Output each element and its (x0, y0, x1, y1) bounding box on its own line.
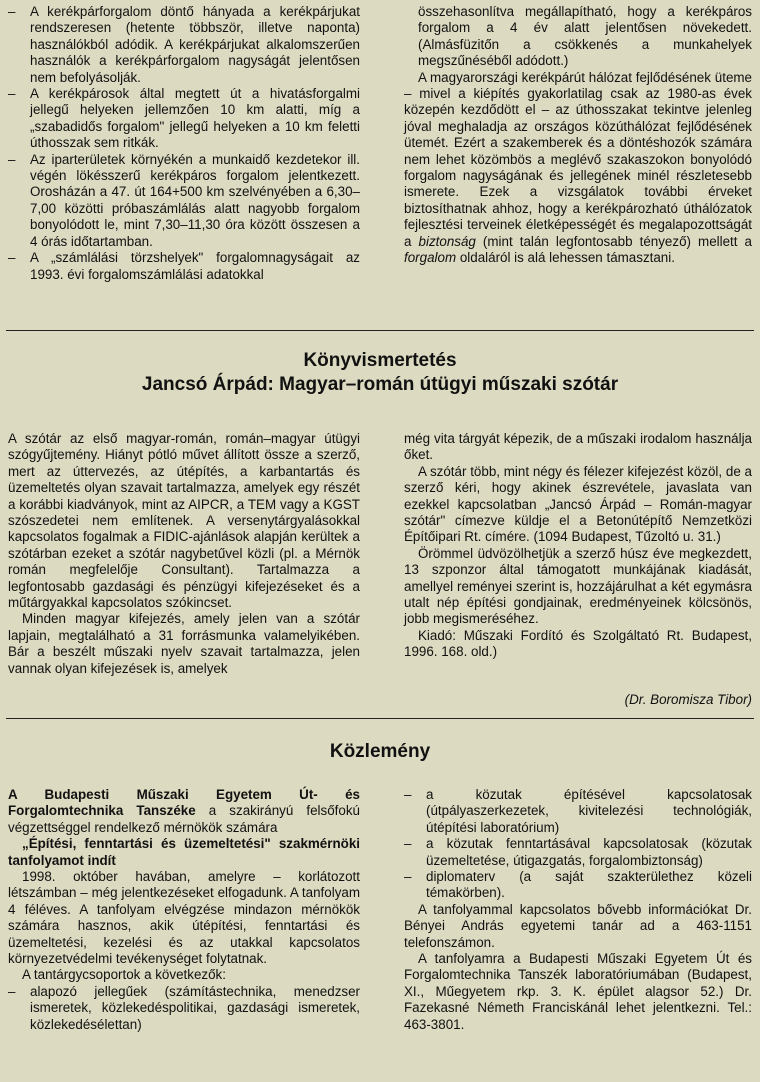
dash-bullet: – (404, 836, 412, 852)
course-title (8, 836, 360, 869)
emphasis-text: forgalom (404, 250, 457, 266)
list-item (404, 836, 752, 869)
list-item (8, 250, 360, 283)
notice-left-column (8, 787, 360, 1033)
body-paragraph: A tantárgycsoportok a következők: (22, 967, 226, 983)
body-paragraph: A szótár több, mint négy és félezer kifejezést közöl, de a szerző kéri, hogy akinek észrevétele, javaslata van ezekkel kapcsolatban „Jancsó Árpád – Román-magyar szótár" címezve küldje el a Betonútépítő Nemzetközi Építőipari Rt. címére. (1094 Budapest, Tűzoltó u. 31.) (404, 463, 752, 545)
dash-bullet: – (8, 250, 16, 266)
notice-right-column (404, 787, 752, 1033)
section-divider (6, 718, 754, 719)
dash-bullet: – (8, 4, 16, 19)
emphasis-text: biztonság (418, 233, 476, 249)
review-right-column (404, 431, 752, 661)
list-item-text: a közutak építésével kapcsolatosak (útpályaszerkezetek, kivitelezési technológiák, útépítési laboratórium) (426, 787, 752, 835)
top-right-column (404, 4, 752, 267)
body-paragraph: 1998. október havában, amelyre – korlátozott létszámban – még jelentkezéseket elfogadunk. A tanfolyam 4 féléves. A tanfolyam elvégzése mindazon mérnökök számára hasznos, akik útépítési, fenntartási és üzemeltetési, kezelési és az utakkal kapcsolatos környezetvédelmi tevékenységet folytatnak. (8, 869, 360, 967)
section-title: Közlemény (329, 741, 431, 762)
body-paragraph: még vita tárgyát képezik, de a műszaki irodalom használja őket. (404, 431, 752, 463)
body-paragraph: A tanfolyamra a Budapesti Műszaki Egyetem Út és Forgalomtechnika Tanszék laboratóriumában (Budapest, XI., Műegyetem rkp. 3. K. épület alagsor 52.) Dr. Fazekasné Németh Franciskánál lehet jelentkezni. Tel.: 463-3801. (404, 951, 752, 1032)
paragraph-text: (mint talán legfontosabb tényező) mellett a (475, 233, 752, 249)
body-paragraph: A tanfolyammal kapcsolatos bővebb információkat Dr. Bényei András egyetemi tanár ad a 463-1151 telefonszámon. (404, 901, 752, 950)
list-item (404, 869, 752, 902)
body-paragraph (8, 787, 360, 836)
paragraph-text: oldaláról is alá lehessen támasztani. (456, 250, 675, 266)
body-paragraph (404, 70, 752, 267)
list-item-text: A kerékpárforgalom döntő hányada a kerékpárjukat rendszeresen (hetente többször, illetve naponta) használókból adódik. A kerékpárjukat alkalomszerűen használók a kerékpárforgalom nagyságát jelentősen nem befolyásolják. (30, 4, 360, 85)
list-item (8, 86, 360, 152)
dash-bullet: – (8, 86, 16, 102)
body-paragraph: A szótár az első magyar-román, román–magyar útügyi szógyűjtemény. Hiányt pótló művet állított össze a szerző, mert az úttervezés, az útépítés, a karbantartás és üzemeltetés olyan szavait tartalmazza, amelyek egy részét a korábbi kiadványok, mint az AIPCR, a TEM vagy a KGST szószedetei nem említenek. A versenytárgyalásokkal kapcsolatos fogalmak a FIDIC-ajánlások alapján kerültek a szótárban ezeket a szótár nagybetűvel közli (pl. a Mérnök román megfelelője Consultant). Tartalmazza a legfontosabb gazdasági és pénzügyi kifejezéseket és a műtárgyakkal kapcsolatos szókincset. (8, 431, 360, 611)
list-item-text: a közutak fenntartásával kapcsolatosak (közutak üzemeltetése, útigazgatás, forgalombiztonság) (426, 836, 752, 868)
paragraph-text: A magyarországi kerékpárút hálózat fejlődésének üteme – mivel a kiépítés gyakorlatilag csak az 1980-as évek közepén kezdődött el – az úthosszakat tekintve jelenleg jóval meghaladja az országos közúthálózat fejlődésének ütemét. Ezért a szakemberek és a döntéshozók számára nem lehet közömbös a meglévő szakaszokon bonyolódó forgalom nagyságának és jellegének minél részletesebb ismerete. Ezek a vizsgálatok további érveket biztosíthatnak ahhoz, hogy a kerékpározható úthálózatok fejlesztési terveinek életképességét és megalapozottságát a (404, 69, 752, 249)
section-heading (0, 740, 760, 764)
dash-bullet: – (8, 983, 16, 999)
paragraph-text: a szakirányú felsőfokú végzettséggel rendelkező mérnökök számára (8, 803, 360, 835)
section-heading (0, 349, 760, 397)
section-divider (6, 330, 754, 331)
list-item (404, 787, 752, 836)
author-signature: (Dr. Boromisza Tibor) (624, 692, 752, 707)
dash-bullet: – (404, 787, 412, 802)
section-title: Könyvismertetés (303, 350, 457, 371)
review-left-column (8, 431, 360, 677)
top-left-column (8, 4, 360, 283)
course-title-text: „Építési, fenntartási és üzemeltetési" szakmérnöki tanfolyamot indít (8, 836, 360, 868)
list-item-text: Az iparterületek környékén a munkaidő kezdetekor ill. végén lökésszerű kerékpáros forgalom jelentkezett. Orosházán a 47. út 164+500 km szelvényében a 6,30–7,00 közötti próbaszámlálás alatt nagyobb forgalom bonyolódott le, mint 7,30–11,30 óra között összesen a 4 órás időtartamban. (30, 151, 360, 249)
institution-name: A Budapesti Műszaki Egyetem Út- és Forgalomtechnika Tanszéke (8, 787, 360, 819)
body-paragraph: Minden magyar kifejezés, amely jelen van a szótár lapjain, megtalálható a 31 forrásmunka valamelyikében. Bár a beszélt műszaki nyelv szavait tartalmazza, jelen vannak olyan kifejezések is, amelyek (8, 611, 360, 676)
list-item (8, 4, 360, 86)
section-subtitle: Jancsó Árpád: Magyar–román útügyi műszaki szótár (141, 374, 619, 395)
list-item-text: A kerékpárosok által megtett út a hivatásforgalmi jellegű helyeken jellemzően 10 km alatti, míg a „szabadidős forgalom" jellegű helyeken a 10 km feletti úthosszak sem ritkák. (30, 86, 360, 151)
list-item (8, 984, 360, 1033)
list-item-text: diplomaterv (a saját szakterülethez közeli témakörben). (426, 869, 752, 901)
list-item-text: alapozó jellegűek (számítástechnika, menedzser ismeretek, közlekedéspolitikai, gazdasági ismeretek, közlekedésélettan) (30, 983, 360, 1032)
list-item-text: A „számlálási törzshelyek" forgalomnagyságait az 1993. évi forgalomszámlálási adatokkal (30, 250, 360, 282)
list-item (8, 152, 360, 250)
dash-bullet: – (404, 869, 412, 885)
continuation-paragraph: összehasonlítva megállapítható, hogy a kerékpáros forgalom a 4 év alatt jelentősen növekedett. (Almásfüzitőn a csökkenés a munkahelyek megszűnéséből adódott.) (418, 4, 752, 69)
dash-bullet: – (8, 151, 16, 167)
body-paragraph: Örömmel üdvözölhetjük a szerző húsz éve megkezdett, 13 szponzor által támogatott munkájának kiadását, amellyel reményei szerint is, hozzájárulhat a két egymásra utalt nép építési gondjainak, eredményeinek kölcsönös, jobb megismeréséhez. (404, 545, 752, 627)
body-paragraph: Kiadó: Műszaki Fordító és Szolgáltató Rt. Budapest, 1996. 168. old.) (404, 627, 752, 660)
